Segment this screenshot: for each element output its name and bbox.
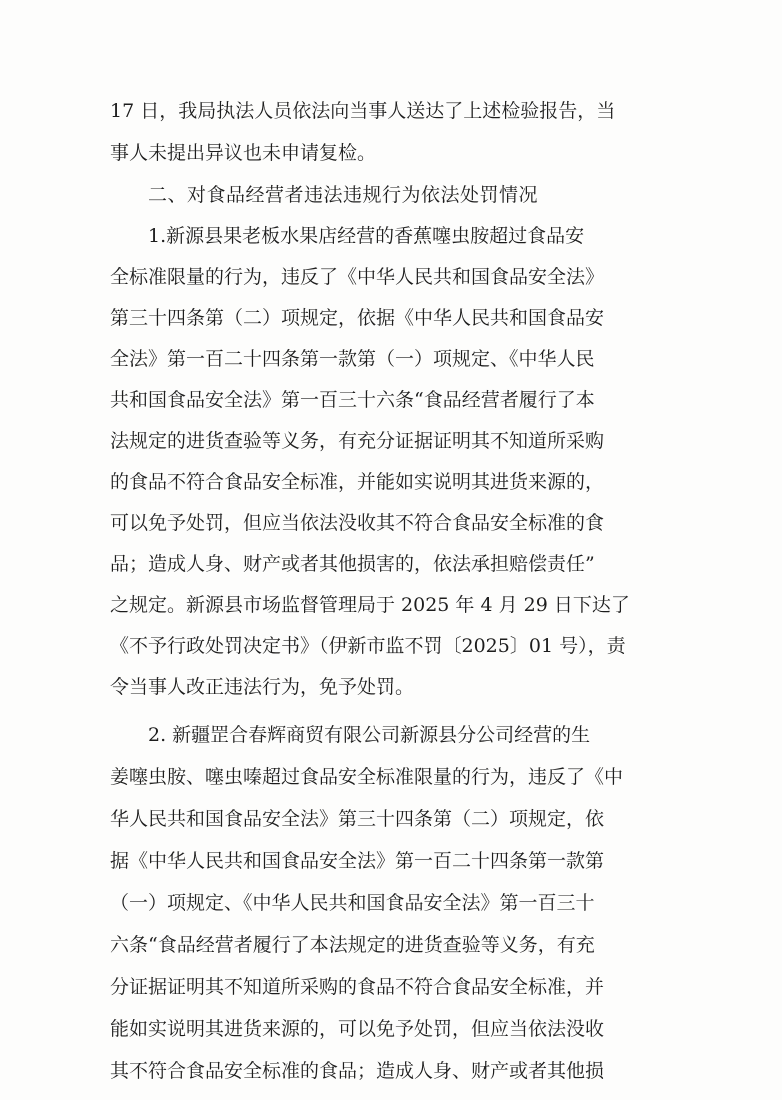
body-line: 事人未提出异议也未申请复检。 (110, 142, 377, 164)
body-line: （一）项规定、《中华人民共和国食品安全法》第一百三十 (110, 892, 595, 914)
body-line: 之规定。新源县市场监督管理局于 2025 年 4 月 29 日下达了 (110, 594, 630, 616)
paragraph-line: 2. 新疆罡合春辉商贸有限公司新源县分公司经营的生 (148, 724, 591, 746)
body-line: 全标准限量的行为，违反了《中华人民共和国食品安全法》 (110, 266, 605, 288)
body-line: 《不予行政处罚决定书》（伊新市监不罚〔2025〕01 号），责 (110, 635, 626, 657)
body-line: 可以免予处罚，但应当依法没收其不符合食品安全标准的食 (110, 512, 605, 534)
body-line: 法规定的进货查验等义务，有充分证据证明其不知道所采购 (110, 430, 605, 452)
paragraph-line: 1.新源县果老板水果店经营的香蕉噻虫胺超过食品安 (148, 225, 585, 247)
body-line: 华人民共和国食品安全法》第三十四条第（二）项规定，依 (110, 808, 605, 830)
body-line: 姜噻虫胺、噻虫嗪超过食品安全标准限量的行为，违反了《中 (110, 766, 624, 788)
body-line: 的食品不符合食品安全标准，并能如实说明其进货来源的， (110, 471, 605, 493)
body-line: 六条“食品经营者履行了本法规定的进货查验等义务，有充 (110, 934, 595, 956)
body-line: 能如实说明其进货来源的，可以免予处罚，但应当依法没收 (110, 1018, 605, 1040)
body-line: 分证据证明其不知道所采购的食品不符合食品安全标准，并 (110, 976, 605, 998)
body-line: 全法》第一百二十四条第一款第（一）项规定、《中华人民 (110, 348, 595, 370)
body-line: 据《中华人民共和国食品安全法》第一百二十四条第一款第 (110, 850, 605, 872)
body-line: 第三十四条第（二）项规定，依据《中华人民共和国食品安 (110, 307, 605, 329)
body-line: 其不符合食品安全标准的食品；造成人身、财产或者其他损 (110, 1060, 605, 1082)
body-line: 品；造成人身、财产或者其他损害的，依法承担赔偿责任” (110, 553, 595, 575)
body-line: 令当事人改正违法行为，免予处罚。 (110, 676, 415, 698)
section-heading: 二、对食品经营者违法违规行为依法处罚情况 (148, 184, 539, 206)
body-line: 17 日，我局执法人员依法向当事人送达了上述检验报告，当 (110, 100, 616, 122)
body-line: 共和国食品安全法》第一百三十六条“食品经营者履行了本 (110, 389, 595, 411)
